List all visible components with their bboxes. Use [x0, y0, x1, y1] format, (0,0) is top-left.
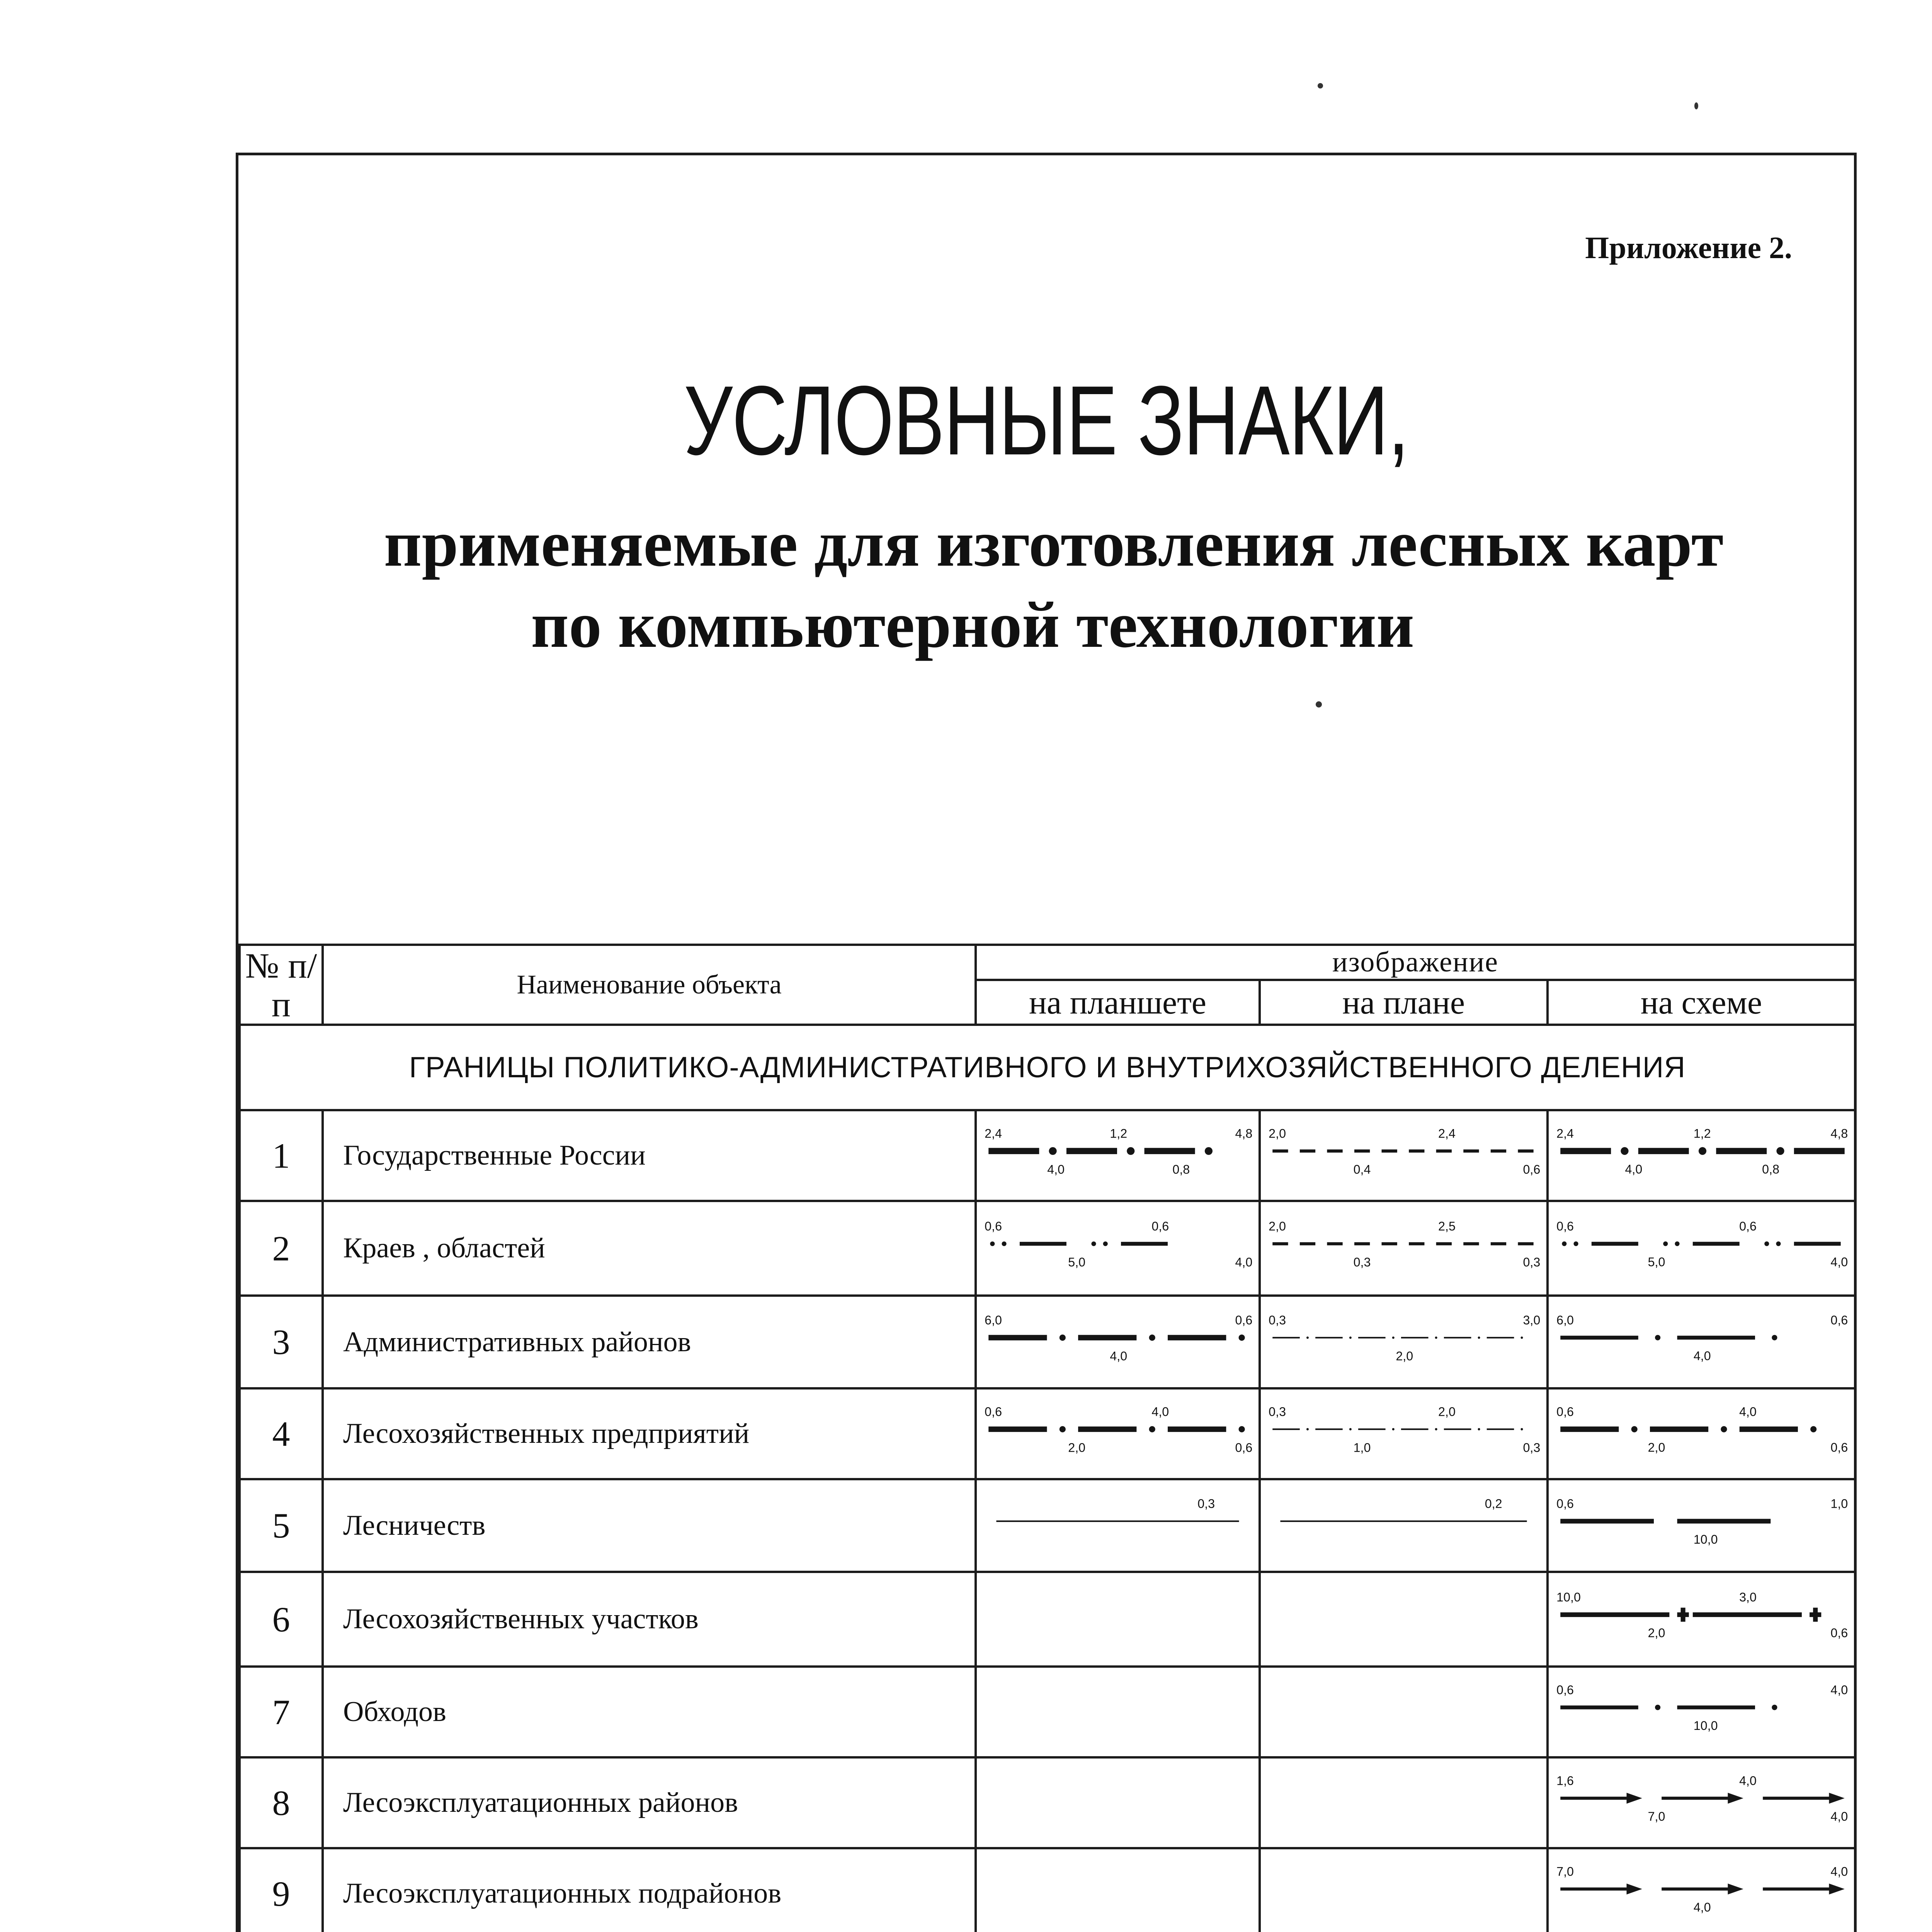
header-on-plan: на плане — [1260, 980, 1548, 1025]
dimension-label: 0,6 — [1556, 1497, 1574, 1511]
dimension-label: 2,0 — [1269, 1126, 1286, 1141]
symbol-line — [1560, 1884, 1845, 1895]
symbol-on-tablet — [976, 1667, 1260, 1757]
dimension-label: 2,0 — [1438, 1405, 1456, 1419]
symbol-on-scheme — [1548, 1110, 1855, 1201]
line-symbol — [977, 1481, 1259, 1570]
dimension-label: 0,6 — [1151, 1219, 1169, 1233]
line-symbol — [1549, 1390, 1854, 1477]
dimension-label: 0,6 — [1235, 1440, 1253, 1455]
dimension-label: 0,2 — [1485, 1497, 1502, 1511]
symbol-on-plan — [1260, 1296, 1548, 1388]
row-number: 7 — [240, 1667, 323, 1757]
object-name: Лесничеств — [323, 1479, 976, 1572]
symbol-line — [1560, 1426, 1816, 1432]
symbol-on-scheme — [1548, 1388, 1855, 1479]
line-symbol — [1261, 1298, 1546, 1386]
object-name: Лесоэксплуатационных районов — [323, 1757, 976, 1848]
line-symbol — [1549, 1112, 1854, 1199]
symbol-on-scheme — [1548, 1479, 1855, 1572]
table-row — [240, 1201, 1855, 1296]
symbol-line — [1272, 1337, 1523, 1339]
dimension-label: 5,0 — [1068, 1255, 1086, 1269]
symbol-line — [1562, 1242, 1840, 1246]
row-number: 5 — [240, 1479, 323, 1572]
symbol-on-plan — [1260, 1479, 1548, 1572]
dimension-label: 4,0 — [1739, 1405, 1757, 1419]
line-symbol — [1261, 1481, 1546, 1570]
symbol-on-plan — [1260, 1388, 1548, 1479]
dimension-label: 0,3 — [1197, 1497, 1215, 1511]
dimension-label: 0,6 — [1556, 1405, 1574, 1419]
section-row — [240, 1025, 1855, 1110]
dimension-label: 1,0 — [1830, 1497, 1848, 1511]
header-on-scheme: на схеме — [1548, 980, 1855, 1025]
symbol-on-scheme — [1548, 1667, 1855, 1757]
table-row — [240, 1757, 1855, 1848]
dimension-label: 0,6 — [1523, 1162, 1541, 1177]
header-on-tablet: на планшете — [976, 980, 1260, 1025]
symbol-line — [1560, 1705, 1777, 1710]
dimension-label: 10,0 — [1693, 1532, 1718, 1547]
dimension-label: 3,0 — [1739, 1590, 1757, 1604]
symbol-on-plan — [1260, 1110, 1548, 1201]
line-symbol — [1549, 1759, 1854, 1846]
page-subtitle — [289, 503, 1819, 665]
dimension-label: 4,0 — [1830, 1255, 1848, 1269]
header-object-name: Наименование объекта — [323, 945, 976, 1025]
dimension-label: 6,0 — [985, 1313, 1002, 1327]
table-row — [240, 1296, 1855, 1388]
dimension-label: 0,4 — [1353, 1162, 1371, 1177]
row-number: 8 — [240, 1757, 323, 1848]
object-name: Лесохозяйственных предприятий — [323, 1388, 976, 1479]
object-name: Административных районов — [323, 1296, 976, 1388]
dimension-label: 0,6 — [1556, 1683, 1574, 1697]
table-row — [240, 1848, 1855, 1932]
line-symbol — [977, 1112, 1259, 1199]
dimension-label: 2,0 — [1269, 1219, 1286, 1233]
scan-speck — [1694, 102, 1698, 109]
symbol-line — [988, 1147, 1213, 1155]
table-row — [240, 1110, 1855, 1201]
appendix-label: Приложение 2. — [1585, 231, 1792, 265]
symbol-line — [1272, 1428, 1523, 1430]
symbol-on-plan — [1260, 1201, 1548, 1296]
dimension-label: 2,5 — [1438, 1219, 1456, 1233]
object-name: Государственные России — [323, 1110, 976, 1201]
dimension-label: 0,6 — [1739, 1219, 1757, 1233]
dimension-label: 6,0 — [1556, 1313, 1574, 1327]
dimension-label: 4,0 — [1110, 1349, 1128, 1363]
symbol-line — [988, 1335, 1245, 1341]
dimension-label: 7,0 — [1556, 1864, 1574, 1879]
dimension-label: 0,6 — [1830, 1440, 1848, 1455]
line-symbol — [1549, 1203, 1854, 1294]
dimension-label: 0,6 — [985, 1219, 1002, 1233]
row-number: 1 — [240, 1110, 323, 1201]
dimension-label: 4,0 — [1830, 1864, 1848, 1879]
dimension-label: 4,0 — [1625, 1162, 1643, 1177]
appendix-frame — [236, 153, 1857, 1932]
header-number: № п/п — [240, 945, 323, 1025]
dimension-label: 4,0 — [1235, 1255, 1253, 1269]
object-name: Обходов — [323, 1667, 976, 1757]
table-row — [240, 1667, 1855, 1757]
dimension-label: 10,0 — [1693, 1719, 1718, 1733]
dimension-label: 2,4 — [1556, 1126, 1574, 1141]
symbol-on-tablet — [976, 1296, 1260, 1388]
line-symbol — [1549, 1850, 1854, 1932]
symbol-on-plan — [1260, 1667, 1548, 1757]
dimension-label: 4,8 — [1235, 1126, 1253, 1141]
table-row — [240, 1572, 1855, 1667]
dimension-label: 2,4 — [1438, 1126, 1456, 1141]
dimension-label: 0,3 — [1269, 1313, 1286, 1327]
row-number: 9 — [240, 1848, 323, 1932]
dimension-label: 0,8 — [1762, 1162, 1780, 1177]
dimension-label: 2,0 — [1068, 1440, 1086, 1455]
row-number: 4 — [240, 1388, 323, 1479]
symbol-on-scheme — [1548, 1757, 1855, 1848]
dimension-label: 2,0 — [1396, 1349, 1413, 1363]
symbol-on-scheme — [1548, 1848, 1855, 1932]
dimension-label: 0,3 — [1269, 1405, 1286, 1419]
line-symbol — [1261, 1390, 1546, 1477]
line-symbol — [977, 1390, 1259, 1477]
dimension-label: 1,2 — [1693, 1126, 1711, 1141]
symbol-on-plan — [1260, 1572, 1548, 1667]
dimension-label: 2,0 — [1648, 1440, 1665, 1455]
line-symbol — [1261, 1112, 1546, 1199]
symbol-on-scheme — [1548, 1201, 1855, 1296]
symbol-on-plan — [1260, 1757, 1548, 1848]
line-symbol — [1261, 1203, 1546, 1294]
dimension-label: 4,0 — [1830, 1683, 1848, 1697]
dimension-label: 7,0 — [1648, 1810, 1665, 1824]
symbol-line — [1560, 1793, 1845, 1804]
row-number: 2 — [240, 1201, 323, 1296]
dimension-label: 4,0 — [1739, 1774, 1757, 1788]
dimension-label: 0,6 — [985, 1405, 1002, 1419]
row-number: 3 — [240, 1296, 323, 1388]
dimension-label: 1,2 — [1110, 1126, 1128, 1141]
symbol-line — [1560, 1147, 1854, 1155]
dimension-label: 0,8 — [1172, 1162, 1190, 1177]
dimension-label: 0,3 — [1523, 1255, 1541, 1269]
dimension-label: 2,4 — [985, 1126, 1002, 1141]
dimension-label: 0,6 — [1830, 1626, 1848, 1640]
symbol-on-plan — [1260, 1848, 1548, 1932]
legend-body — [240, 1110, 1855, 1932]
line-symbol — [1549, 1481, 1854, 1570]
legend-table — [238, 944, 1856, 1932]
dimension-label: 3,0 — [1523, 1313, 1541, 1327]
table-row — [240, 1479, 1855, 1572]
symbol-line — [988, 1426, 1245, 1432]
table-row — [240, 1388, 1855, 1479]
dimension-label: 4,0 — [1693, 1900, 1711, 1915]
symbol-on-tablet — [976, 1572, 1260, 1667]
symbol-on-tablet — [976, 1388, 1260, 1479]
symbol-on-scheme — [1548, 1296, 1855, 1388]
object-name: Лесоэксплуатационных подрайонов — [323, 1848, 976, 1932]
scan-speck — [1318, 83, 1323, 88]
line-symbol — [1549, 1574, 1854, 1665]
dimension-label: 5,0 — [1648, 1255, 1665, 1269]
line-symbol — [977, 1298, 1259, 1386]
dimension-label: 4,0 — [1830, 1810, 1848, 1824]
header-image: изображение — [976, 945, 1855, 980]
symbol-on-tablet — [976, 1201, 1260, 1296]
dimension-label: 1,0 — [1353, 1440, 1371, 1455]
dimension-label: 0,3 — [1353, 1255, 1371, 1269]
dimension-label: 4,0 — [1693, 1349, 1711, 1363]
dimension-label: 0,6 — [1556, 1219, 1574, 1233]
symbol-line — [1560, 1335, 1777, 1340]
section-title: ГРАНИЦЫ ПОЛИТИКО-АДМИНИСТРАТИВНОГО И ВНУТРИХОЗЯЙСТВЕННОГО ДЕЛЕНИЯ — [240, 1025, 1855, 1110]
dimension-label: 0,3 — [1523, 1440, 1541, 1455]
symbol-line — [1560, 1608, 1821, 1622]
symbol-on-tablet — [976, 1110, 1260, 1201]
symbol-on-tablet — [976, 1757, 1260, 1848]
object-name: Краев , областей — [323, 1201, 976, 1296]
dimension-label: 4,0 — [1151, 1405, 1169, 1419]
line-symbol — [1549, 1668, 1854, 1755]
subtitle-line-1: применяемые для изготовления лесных карт — [384, 507, 1724, 580]
subtitle-line-2: по компьютерной технологии — [531, 588, 1414, 661]
page-title: УСЛОВНЫЕ ЗНАКИ, — [684, 366, 1409, 476]
dimension-label: 2,0 — [1648, 1626, 1665, 1640]
object-name: Лесохозяйственных участков — [323, 1572, 976, 1667]
line-symbol — [1549, 1298, 1854, 1386]
dimension-label: 0,6 — [1235, 1313, 1253, 1327]
dimension-label: 4,0 — [1047, 1162, 1065, 1177]
dimension-label: 1,6 — [1556, 1774, 1574, 1788]
dimension-label: 10,0 — [1556, 1590, 1581, 1604]
symbol-on-scheme — [1548, 1572, 1855, 1667]
symbol-line — [990, 1242, 1168, 1246]
symbol-on-tablet — [976, 1479, 1260, 1572]
line-symbol — [977, 1203, 1259, 1294]
row-number: 6 — [240, 1572, 323, 1667]
dimension-label: 4,8 — [1830, 1126, 1848, 1141]
symbol-on-tablet — [976, 1848, 1260, 1932]
table-header-row — [240, 945, 1855, 980]
dimension-label: 0,6 — [1830, 1313, 1848, 1327]
